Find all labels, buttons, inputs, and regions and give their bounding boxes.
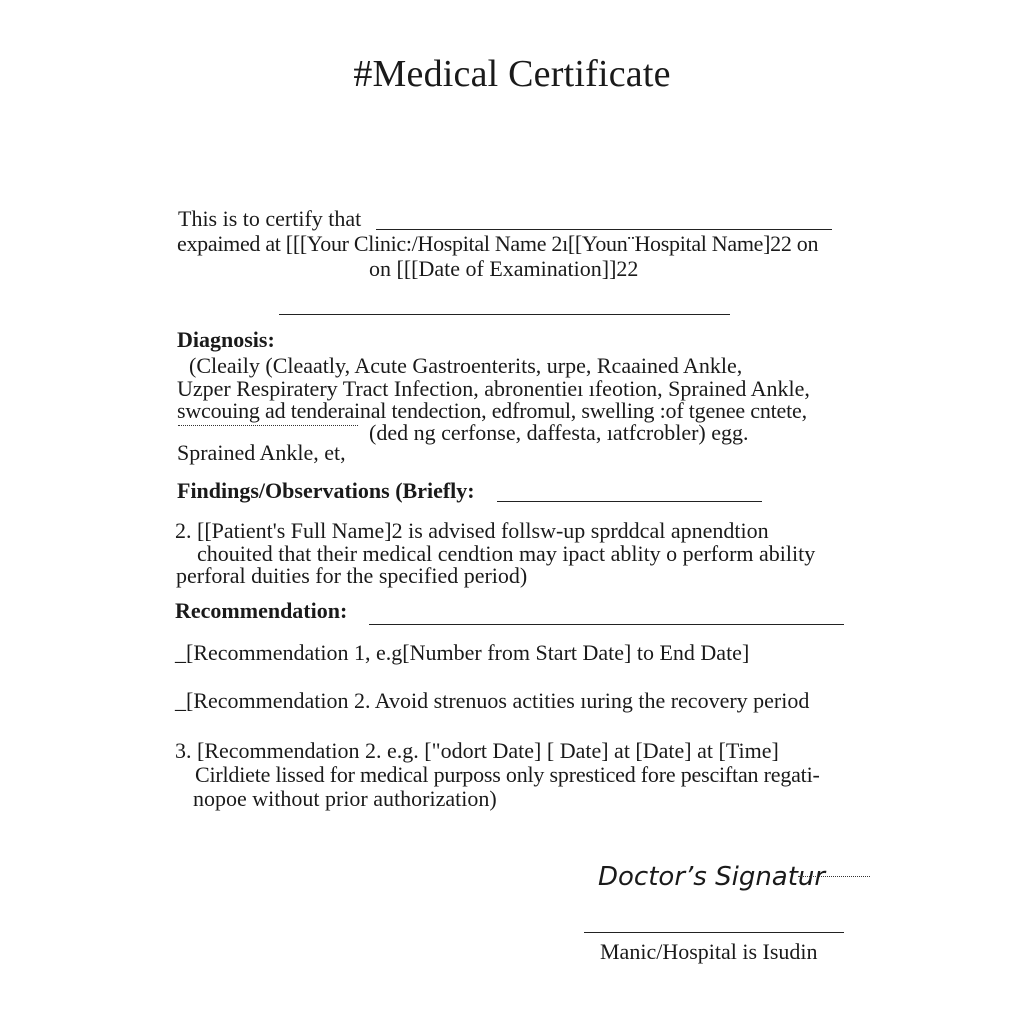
findings-line: 2. [[Patient's Full Name]2 is advised follsw-up sprddcal apnendtion <box>175 518 769 543</box>
signature-label: Doctor’s Signatur <box>598 862 826 892</box>
recommendation-heading: Recommendation: <box>175 598 348 623</box>
findings-line: perforal duities for the specified period) <box>176 563 528 588</box>
diagnosis-line: (Cleaily (Cleaatly, Acute Gastroenterits, urpe, Rcaained Ankle, <box>189 353 743 378</box>
signature-dotted-line <box>798 876 870 877</box>
diagnosis-line: Uzper Respiratery Tract Infection, abronentieı ıfeotion, Sprained Ankle, <box>177 376 810 401</box>
recommendation-item-3-line: 3. [Recommendation 2. e.g. ["odort Date] [ Date] at [Date] at [Time] <box>175 738 779 763</box>
intro-line-2: expaimed at [[[Your Clinic:/Hospital Name 2ı[[Youn¨Hospital Name]22 on <box>177 231 819 256</box>
recommendation-item-2: _[Recommendation 2. Avoid strenuos actities ıuring the recovery period <box>175 688 810 713</box>
findings-line: chouited that their medical cendtion may ipact ablity o perform ability <box>197 541 816 566</box>
diagnosis-line: Sprained Ankle, et, <box>177 440 346 465</box>
recommendation-blank <box>369 624 844 625</box>
issuer-label: Manic/Hospital is Isudin <box>600 939 818 964</box>
intro-line-1: This is to certify that <box>178 206 362 231</box>
intro-blank-line <box>279 314 730 315</box>
diagnosis-line: swcouing ad tenderainal tendection, edfromul, swelling :of tgenee cntete, <box>177 398 807 423</box>
findings-heading: Findings/Observations (Briefly: <box>177 478 475 503</box>
diagnosis-line: (ded ng cerfonse, daffesta, ıatfcrobler) egg. <box>369 420 749 445</box>
recommendation-item-1: _[Recommendation 1, e.g[Number from Start Date] to End Date] <box>175 640 750 665</box>
diagnosis-heading: Diagnosis: <box>177 327 275 352</box>
page-title: #Medical Certificate <box>353 53 671 95</box>
recommendation-item-3-line: Cirldiete lissed for medical purposs only spresticed fore pesciftan regati- <box>195 762 820 787</box>
findings-blank <box>497 501 762 502</box>
intro-line-3: on [[[Date of Examination]]22 <box>369 256 639 281</box>
patient-name-blank <box>376 229 832 230</box>
dotted-separator <box>178 425 358 426</box>
signature-line <box>584 932 844 933</box>
recommendation-item-3-line: nopoe without prior authorization) <box>193 786 497 811</box>
